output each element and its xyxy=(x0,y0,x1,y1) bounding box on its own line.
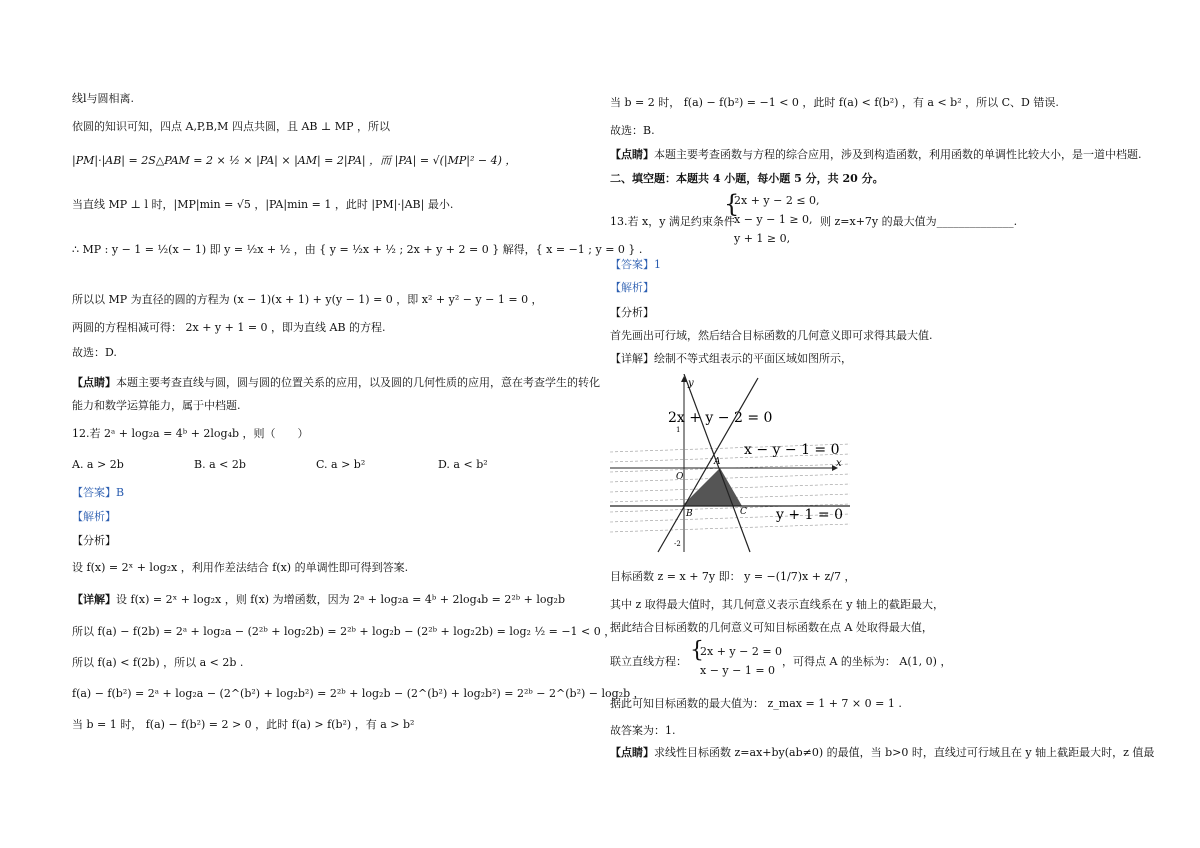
formula: |PM|·|AB| = 2S△PAM = 2 × ½ × |PA| × |AM| = 2|PA| ，而 |PA| = √(|MP|² − 4) ， xyxy=(72,154,517,167)
label-eq2: x − y − 1 = 0 xyxy=(744,442,840,458)
origin-label: O xyxy=(676,472,684,482)
fenxi-label: 【分析】 xyxy=(72,534,116,547)
note xyxy=(610,746,1154,759)
analysis-label: 【解析】 xyxy=(72,510,116,523)
answer-label: 【答案】1 xyxy=(610,258,661,271)
feasible-region-graph xyxy=(610,374,850,554)
paragraph: 两圆的方程相减可得： 2x + y + 1 = 0 ，即为直线 AB 的方程. xyxy=(72,321,386,334)
paragraph: 目标函数 z = x + 7y 即： y = −(1/7)x + z/7 ， xyxy=(610,570,856,583)
paragraph: 所以以 MP 为直径的圆的方程为 (x − 1)(x + 1) + y(y − 1) = 0 ，即 x² + y² − y − 1 = 0 ， xyxy=(72,293,543,306)
note-text: 本题主要考查直线与圆，圆与圆的位置关系的应用，以及圆的几何性质的应用，意在考查学生的转化 xyxy=(116,376,600,389)
option-b: B. a < 2b xyxy=(194,458,246,471)
question-12: 12.若 2ᵃ + log₂a = 4ᵇ + 2log₄b ，则（ ） xyxy=(72,427,309,440)
axis-y-label: y xyxy=(688,378,694,389)
paragraph: 故选：D. xyxy=(72,346,117,359)
note xyxy=(72,376,600,389)
constraint-2: x − y − 1 ≥ 0, xyxy=(734,213,813,226)
axis-x-label: x xyxy=(836,458,842,469)
detail: 【详解】绘制不等式组表示的平面区域如图所示， xyxy=(610,352,852,365)
note-tag: 【点睛】 xyxy=(610,148,654,161)
detail xyxy=(72,593,565,606)
paragraph: 据此结合目标函数的几何意义可知目标函数在点 A 处取得最大值， xyxy=(610,621,933,634)
note-tag: 【点睛】 xyxy=(72,376,116,389)
paragraph: 首先画出可行域，然后结合目标函数的几何意义即可求得其最大值. xyxy=(610,329,933,342)
paragraph: 当 b = 2 时， f(a) − f(b²) = −1 < 0 ，此时 f(a) < f(b²) ，有 a < b² ，所以 C、D 错误. xyxy=(610,96,1059,109)
fenxi-label: 【分析】 xyxy=(610,306,654,319)
system-post: ，可得点 A 的坐标为： A(1, 0) ， xyxy=(782,655,952,668)
options xyxy=(72,458,560,471)
formula: f(a) − f(b²) = 2ᵃ + log₂a − (2^(b²) + log₂b²) = 2²ᵇ + log₂b − (2^(b²) + log₂b²) = 2²ᵇ − 2^(b²) − log₂b ， xyxy=(72,687,645,700)
paragraph: 故答案为：1. xyxy=(610,724,676,737)
paragraph: 依圆的知识可知，四点 A,P,B,M 四点共圆，且 AB ⊥ MP ，所以 xyxy=(72,120,390,133)
system-eq2: x − y − 1 = 0 xyxy=(700,664,776,677)
formula: ∴ MP : y − 1 = ½(x − 1) 即 y = ½x + ½ ，由 { y = ½x + ½ ; 2x + y + 2 = 0 } 解得，{ x = −1 ; y = 0 } . xyxy=(72,243,643,256)
paragraph: 能力和数学运算能力，属于中档题. xyxy=(72,399,241,412)
feasible-region xyxy=(682,468,742,506)
option-d: D. a < b² xyxy=(438,458,488,471)
paragraph: 当直线 MP ⊥ l 时，|MP|min = √5 ，|PA|min = 1 ，此时 |PM|·|AB| 最小. xyxy=(72,198,454,211)
line-x-y-1 xyxy=(658,378,758,552)
constraint-3: y + 1 ≥ 0, xyxy=(734,232,791,245)
label-eq1: 2x + y − 2 = 0 xyxy=(668,410,773,426)
section-title: 二、填空题：本题共 4 小题，每小题 5 分，共 20 分。 xyxy=(610,172,884,185)
paragraph: 所以 f(a) < f(2b) ，所以 a < 2b . xyxy=(72,656,244,669)
detail-text: 设 f(x) = 2ˣ + log₂x ，则 f(x) 为增函数，因为 2ᵃ + log₂a = 4ᵇ + 2log₄b = 2²ᵇ + log₂b xyxy=(116,593,565,606)
analysis-label: 【解析】 xyxy=(610,281,654,294)
answer-label: 【答案】B xyxy=(72,486,125,499)
constraint-1: 2x + y − 2 ≤ 0, xyxy=(734,194,820,207)
note-text: 求线性目标函数 z=ax+by(ab≠0) 的最值，当 b>0 时，直线过可行域且在 y 轴上截距最大时，z 值最 xyxy=(654,746,1155,759)
tick-y-bottom: -2 xyxy=(674,540,681,548)
note-tag: 【点睛】 xyxy=(610,746,654,759)
note-text: 本题主要考查函数与方程的综合应用，涉及到构造函数，利用函数的单调性比较大小，是一道中档题. xyxy=(654,148,1142,161)
question-13-post: 则 z=x+7y 的最大值为______________. xyxy=(820,215,1018,228)
option-c: C. a > b² xyxy=(316,458,366,471)
point-a-label: A xyxy=(714,457,721,467)
label-eq3: y + 1 = 0 xyxy=(776,507,843,523)
paragraph: 据此可知目标函数的最大值为： z_max = 1 + 7 × 0 = 1 . xyxy=(610,697,902,710)
question-13-pre: 13.若 x，y 满足约束条件 xyxy=(610,215,735,228)
option-a: A. a > 2b xyxy=(72,458,124,471)
brace-icon: { xyxy=(724,190,740,218)
formula: 当 b = 1 时， f(a) − f(b²) = 2 > 0 ，此时 f(a) > f(b²) ，有 a > b² xyxy=(72,718,415,731)
system-eq1: 2x + y − 2 = 0 xyxy=(700,645,783,658)
paragraph: 故选：B. xyxy=(610,124,655,137)
paragraph: 其中 z 取得最大值时，其几何意义表示直线系在 y 轴上的截距最大， xyxy=(610,598,944,611)
brace-icon: { xyxy=(690,638,704,663)
detail-tag: 【详解】 xyxy=(72,593,116,606)
note xyxy=(610,148,1142,161)
system-pre: 联立直线方程： xyxy=(610,655,687,668)
point-b-label: B xyxy=(686,509,693,519)
formula: 所以 f(a) − f(2b) = 2ᵃ + log₂a − (2²ᵇ + log₂2b) = 2²ᵇ + log₂b − (2²ᵇ + log₂2b) = log₂ ½ = −1 < 0 ， xyxy=(72,625,616,638)
paragraph: 设 f(x) = 2ˣ + log₂x ，利用作差法结合 f(x) 的单调性即可得到答案. xyxy=(72,561,409,574)
tick-y-top: 1 xyxy=(676,426,681,434)
paragraph: 线l与圆相离. xyxy=(72,92,135,105)
point-c-label: C xyxy=(740,507,747,517)
